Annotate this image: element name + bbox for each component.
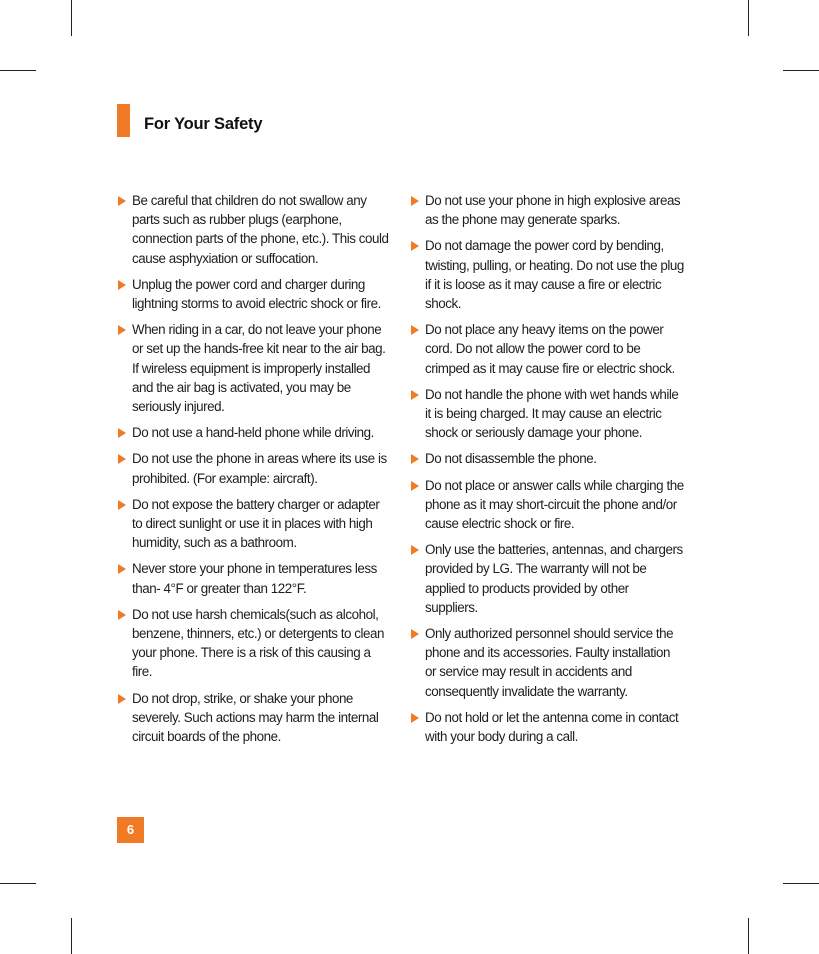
triangle-bullet-icon: [118, 280, 126, 290]
list-item-text: When riding in a car, do not leave your phone or set up the hands-free kit near to the air bag. If wireless equipment is improperly installed and the air bag is activated, you may be seriously injured.: [132, 322, 386, 415]
crop-mark-right-bottom: [783, 883, 819, 884]
crop-mark-left-bottom: [0, 883, 36, 884]
crop-mark-bottom-left: [71, 918, 72, 954]
list-item: [410, 236, 684, 313]
list-item: [117, 275, 389, 313]
crop-mark-top-right: [748, 0, 749, 36]
triangle-bullet-icon: [411, 325, 419, 335]
list-item: [410, 385, 684, 443]
triangle-bullet-icon: [411, 713, 419, 723]
list-item: [410, 540, 684, 617]
crop-mark-top-left: [71, 0, 72, 36]
list-item: [117, 605, 389, 682]
triangle-bullet-icon: [411, 241, 419, 251]
list-item-text: Do not place or answer calls while charging the phone as it may short-circuit the phone and/or cause electric shock or fire.: [425, 477, 684, 532]
list-item: [117, 495, 389, 553]
crop-mark-right-top: [783, 70, 819, 71]
list-item: [410, 320, 684, 378]
triangle-bullet-icon: [411, 390, 419, 400]
list-item-text: Do not disassemble the phone.: [425, 451, 597, 467]
list-item: [117, 320, 389, 416]
list-item-text: Do not use a hand-held phone while driving.: [132, 425, 374, 441]
safety-list-right: [410, 191, 684, 753]
list-item-text: Do not hold or let the antenna come in contact with your body during a call.: [425, 709, 679, 745]
list-item-text: Be careful that children do not swallow any parts such as rubber plugs (earphone, connection parts of the phone, etc.). This could cause asphyxiation or suffocation.: [132, 193, 389, 266]
safety-list-left: [117, 191, 389, 753]
list-item: [117, 689, 389, 747]
list-item: [117, 191, 389, 268]
list-item: [117, 449, 389, 487]
triangle-bullet-icon: [411, 196, 419, 206]
list-item: [117, 423, 389, 442]
triangle-bullet-icon: [118, 610, 126, 620]
list-item-text: Do not handle the phone with wet hands while it is being charged. It may cause an electric shock or seriously damage your phone.: [425, 386, 679, 441]
list-item-text: Only authorized personnel should service the phone and its accessories. Faulty installation or service may result in accidents and consequently invalidate the warranty.: [425, 626, 674, 699]
list-item: [410, 624, 684, 701]
list-item-text: Never store your phone in temperatures less than- 4°F or greater than 122°F.: [132, 561, 377, 596]
crop-mark-bottom-right: [748, 918, 749, 954]
list-item-text: Do not damage the power cord by bending, twisting, pulling, or heating. Do not use the plug if it is loose as it may cause a fire or electric shock.: [425, 238, 684, 312]
triangle-bullet-icon: [118, 428, 126, 438]
list-item: [410, 449, 684, 468]
triangle-bullet-icon: [118, 325, 126, 335]
triangle-bullet-icon: [411, 545, 419, 555]
list-item: [410, 708, 684, 746]
list-item-text: Do not use your phone in high explosive areas as the phone may generate sparks.: [425, 193, 681, 228]
list-item-text: Do not use the phone in areas where its use is prohibited. (For example: aircraft).: [132, 451, 387, 486]
list-item-text: Do not expose the battery charger or adapter to direct sunlight or use it in places with high humidity, such as a bathroom.: [132, 496, 380, 551]
triangle-bullet-icon: [411, 481, 419, 491]
list-item: [410, 476, 684, 534]
triangle-bullet-icon: [411, 629, 419, 639]
list-item-text: Unplug the power cord and charger during lightning storms to avoid electric shock or fire.: [132, 276, 381, 312]
triangle-bullet-icon: [118, 564, 126, 574]
header-accent-bar: [117, 104, 130, 137]
triangle-bullet-icon: [118, 500, 126, 510]
crop-mark-left-top: [0, 70, 36, 71]
list-item: [410, 191, 684, 229]
page-title: For Your Safety: [144, 115, 263, 133]
list-item-text: Only use the batteries, antennas, and chargers provided by LG. The warranty will not be applied to products provided by other suppliers.: [425, 542, 683, 615]
list-item-text: Do not use harsh chemicals(such as alcohol, benzene, thinners, etc.) or detergents to clean your phone. There is a risk of this causing a fire.: [132, 606, 385, 680]
list-item-text: Do not drop, strike, or shake your phone severely. Such actions may harm the internal circuit boards of the phone.: [132, 690, 379, 745]
page-number: 6: [126, 822, 135, 837]
triangle-bullet-icon: [118, 694, 126, 704]
triangle-bullet-icon: [118, 196, 126, 206]
triangle-bullet-icon: [118, 454, 126, 464]
triangle-bullet-icon: [411, 454, 419, 464]
list-item-text: Do not place any heavy items on the power cord. Do not allow the power cord to be crimped as it may cause fire or electric shock.: [425, 322, 675, 376]
list-item: [117, 559, 389, 597]
